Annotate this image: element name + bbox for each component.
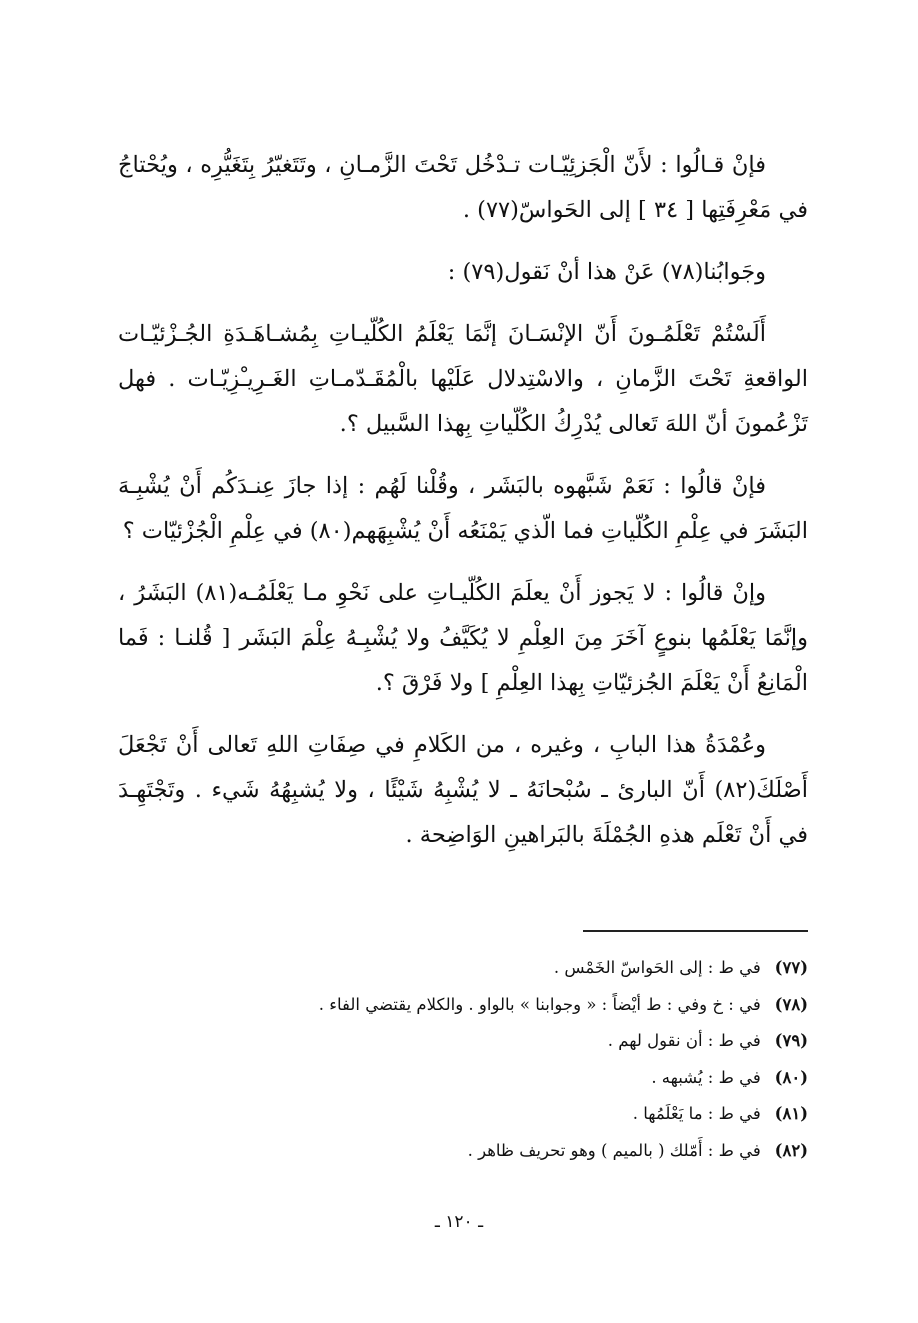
footnote xyxy=(200,1023,808,1060)
footnote-number: (٧٨) xyxy=(774,994,808,1014)
footnote xyxy=(200,1096,808,1133)
paragraph: وعُمْدَةُ هذا البابِ ، وغيره ، من الكَلامِ في صِفَاتِ اللهِ تَعالى أَنْ تَجْعَلَ أَصْلَكَ(٨٢) أَنّ البارئ ـ سُبْحانَهُ ـ لا يُشْبِهُ شَيْئًا ، ولا يُشبِهُهُ شَيء . وتَجْتَهِـدَ في أَنْ تَعْلَم هذهِ الجُمْلَةَ بالبَراهينِ الوَاضِحة . xyxy=(118,732,808,848)
footnote-divider xyxy=(583,930,808,932)
main-text xyxy=(118,143,808,875)
footnote-number: (٨٢) xyxy=(774,1140,808,1160)
page-number: ـ ١٢٠ ـ xyxy=(434,1212,484,1232)
footnote-number: (٨٠) xyxy=(774,1067,808,1087)
footnote-number: (٧٩) xyxy=(774,1031,808,1050)
footnote-text: في ط : إلى الحَواسّ الخَمْس . xyxy=(553,958,761,977)
footnote xyxy=(200,987,808,1024)
paragraph: وجَوابُنا(٧٨) عَنْ هذا أنْ نَقول(٧٩) : xyxy=(447,259,766,285)
footnote-text: في ط : ما يَعْلَمُها . xyxy=(632,1104,761,1123)
paragraph: فإنْ قالُوا : نَعَمْ شَبَّهوه بالبَشَر ، وقُلْنا لَهُم : إذا جازَ عِنـدَكُم أَنْ يُشْبِـهَ البَشَرَ في عِلْمِ الكُلّياتِ فما الّذي يَمْنَعُه أَنْ يُشْبِهَهم(٨٠) في عِلْمِ الْجُزْئيّات ؟ xyxy=(118,473,808,544)
paragraph: وإنْ قالُوا : لا يَجوز أَنْ يعلَمَ الكُلّيـاتِ على نَحْوِ مـا يَعْلَمُـه(٨١) البَشَرُ ، وإنَّمَا يَعْلَمُها بنوعٍ آخَرَ مِنَ العِلْمِ لا يُكَيَّفُ ولا يُشْبِـهُ عِلْمَ البَشَر [ قُلنـا : فَما الْمَانِعُ أَنْ يَعْلَمَ الجُزئيّاتِ بِهذا العِلْمِ ] ولا فَرْقَ ؟. xyxy=(118,580,808,696)
footnote-text: في ط : أَمّلك ( بالميم ) وهو تحريف ظاهر . xyxy=(467,1140,761,1160)
footnote-number: (٧٧) xyxy=(774,958,808,977)
footnote-text: في ط : يُشبهه . xyxy=(651,1067,761,1087)
footnote-text: في : خ وفي : ط أيْضاً : « وجوابنا » بالواو . والكلام يقتضي الفاء . xyxy=(318,994,761,1014)
paragraph: فإنْ قـالُوا : لأَنّ الْجَزئِيّـات تـدْخُل تَحْتَ الزَّمـانِ ، وتَتَغيّرُ بِتَغَيُّرِه ، ويُحْتاجُ في مَعْرِفَتِها [ ٣٤ ] إلى الحَواسّ(٧٧) . xyxy=(118,152,808,223)
footnote xyxy=(200,1133,808,1170)
footnote-number: (٨١) xyxy=(774,1104,808,1123)
paragraph: أَلَسْتُمْ تَعْلَمُـونَ أَنّ الإنْسَـانَ إنَّمَا يَعْلَمُ الكُلّيـاتِ بِمُشـاهَـدَةِ الجُـزْئيّـات الواقعةِ تَحْتَ الزَّمانِ ، والاسْتِدلال عَلَيْها بالْمُقَـدّمـاتِ الغَـرِيـْزِيّـات . فهل تَزْعُمونَ أنّ اللهَ تَعالى يُدْرِكُ الكُلّياتِ بِهذا السَّبيل ؟. xyxy=(118,321,808,437)
footnote-text: في ط : أن نقول لهم . xyxy=(607,1031,761,1050)
footnote xyxy=(200,1060,808,1097)
footnotes xyxy=(200,950,808,1169)
footnote xyxy=(200,950,808,987)
